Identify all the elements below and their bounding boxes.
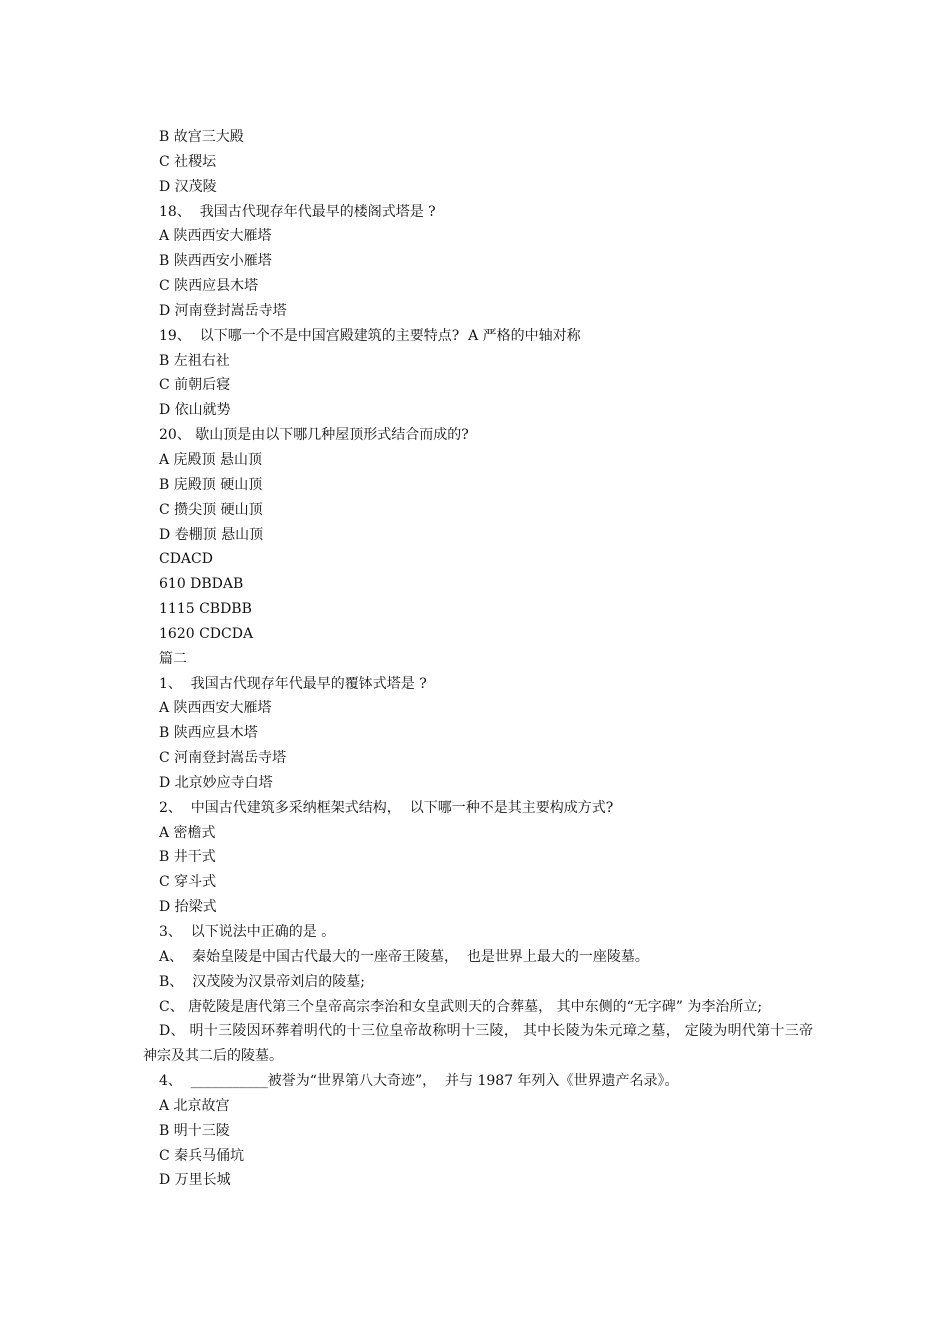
option-line: B、 汉茂陵为汉景帝刘启的陵墓; — [159, 973, 365, 990]
document-body — [143, 125, 813, 1193]
option-line: D 卷棚顶 悬山顶 — [159, 526, 264, 543]
option-line: A 北京故宫 — [159, 1097, 230, 1114]
section-heading: 篇二 — [159, 650, 187, 667]
option-line: D 汉茂陵 — [159, 178, 217, 195]
option-line: A 庑殿顶 悬山顶 — [159, 451, 263, 468]
option-line: D 河南登封嵩岳寺塔 — [159, 302, 287, 319]
option-line: C 攒尖顶 硬山顶 — [159, 501, 263, 518]
option-paragraph: C、 唐乾陵是唐代第三个皇帝高宗李治和女皇武则天的合葬墓， 其中东侧的“无字碑” 为李治所立; — [159, 998, 763, 1015]
option-line: C 穿斗式 — [159, 874, 217, 891]
option-line: B 陕西应县木塔 — [159, 725, 258, 742]
option-line: A 陕西西安大雁塔 — [159, 700, 272, 717]
option-line: D 万里长城 — [159, 1172, 231, 1189]
option-line: B 左祖右社 — [159, 352, 230, 369]
option-paragraph: D、 明十三陵因环葬着明代的十三位皇帝故称明十三陵， 其中长陵为朱元璋之墓， 定陵为明代第十三帝神宗及其二后的陵墓。 — [143, 1023, 813, 1065]
question-line: 20、 歇山顶是由以下哪几种屋顶形式结合而成的? — [159, 427, 469, 444]
option-line: B 故宫三大殿 — [159, 129, 244, 145]
answer-line: CDACD — [159, 551, 213, 568]
option-line: C 秦兵马俑坑 — [159, 1147, 245, 1164]
option-line: B 井干式 — [159, 849, 216, 866]
question-line: 19、 以下哪一个不是中国宫殿建筑的主要特点? A 严格的中轴对称 — [159, 327, 581, 344]
question-line: 4、 ___________被誉为“世界第八大奇迹”， 并与 1987 年列入《世界遗产名录》。 — [159, 1073, 679, 1090]
option-line: A 陕西西安大雁塔 — [159, 228, 272, 245]
answer-line: 610 DBDAB — [159, 576, 244, 593]
answer-line: 1620 CDCDA — [159, 625, 254, 642]
option-line: B 陕西西安小雁塔 — [159, 253, 272, 270]
option-line: A 密檐式 — [159, 824, 216, 841]
option-line: D 北京妙应寺白塔 — [159, 774, 273, 791]
question-line: 1、 我国古代现存年代最早的覆钵式塔是 ? — [159, 675, 427, 692]
option-line: D 抬梁式 — [159, 899, 217, 916]
answer-line: 1115 CBDBB — [159, 601, 252, 618]
question-line: 2、 中国古代建筑多采纳框架式结构， 以下哪一种不是其主要构成方式? — [159, 799, 614, 816]
option-line: D 依山就势 — [159, 402, 231, 419]
option-line: C 陕西应县木塔 — [159, 278, 259, 295]
option-line: B 庑殿顶 硬山顶 — [159, 476, 263, 493]
option-line: C 前朝后寝 — [159, 377, 231, 394]
question-line: 3、 以下说法中正确的是 。 — [159, 924, 336, 940]
question-line: 18、 我国古代现存年代最早的楼阁式塔是 ? — [159, 203, 436, 220]
option-line: C 社稷坛 — [159, 153, 217, 170]
option-line: A、 秦始皇陵是中国古代最大的一座帝王陵墓， 也是世界上最大的一座陵墓。 — [159, 948, 649, 965]
option-line: C 河南登封嵩岳寺塔 — [159, 750, 287, 767]
option-line: B 明十三陵 — [159, 1122, 230, 1139]
